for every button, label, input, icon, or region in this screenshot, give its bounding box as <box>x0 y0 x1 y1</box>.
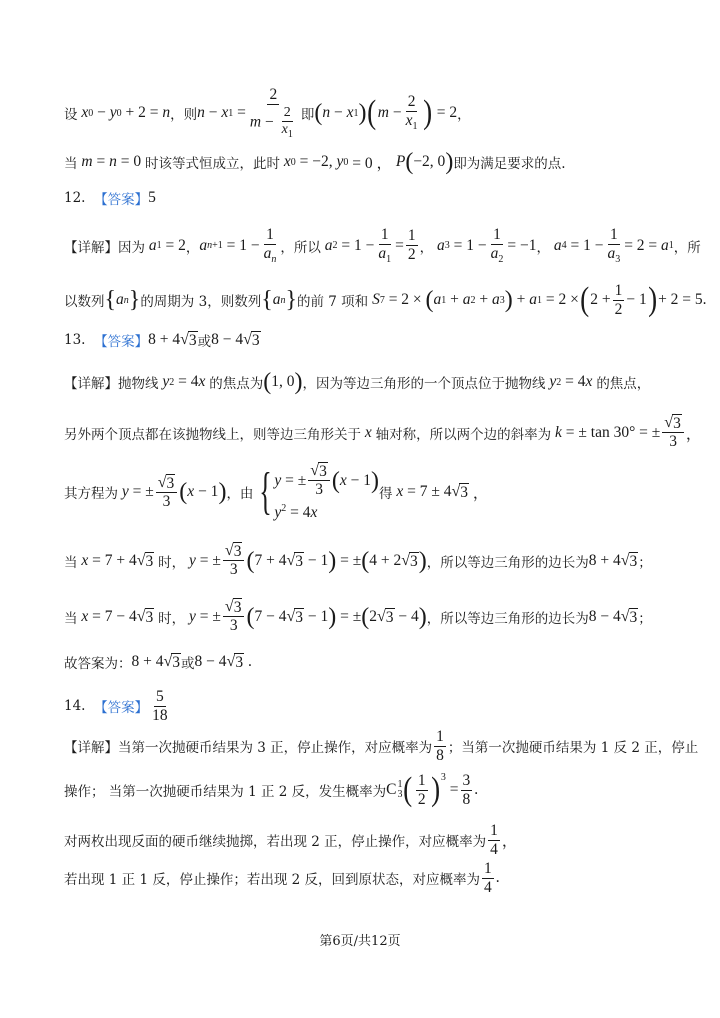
equation: $\frac{1}{8}$ <box>436 728 444 764</box>
equation-system: { y = ± √ 3 3 ( x − 1 ) $y^2 = 4x$ <box>259 462 379 522</box>
q13-detail-line-1: 【详解】抛物线 y 2 = 4 x 的焦点为 ( 1, 0 ) ，因为等边三角形的一个顶点位于抛物线 y 2 = 4 x 的焦点， <box>64 369 651 395</box>
equation: ( n − x 1 ) ( m − $\frac{2}{x_1}$ ) = 2 <box>314 93 458 133</box>
equation: x = 7 + 4 √ 3 <box>81 551 154 570</box>
equation: a 2 = 1 − $\frac{1}{a_1}$ = $\frac{1}{2}$ <box>324 226 416 265</box>
q12-detail-line-2: 以数列 { a n } 的周期为 3，则数列 { a n } 的前 7 项和 S 7 = 2 × ( a 1 + a 2 + a 3 ) + a 1 = 2 × ( 2 + $\frac{1}{2}$ − 1 ) + 2 = 5. <box>64 281 707 319</box>
equation: 8 − 4 √ 3 <box>588 607 638 626</box>
equation: 8 + 4 √ 3 <box>588 551 638 570</box>
q14-detail-line-3: 对两枚出现反面的硬币继续抛掷，若出现 2 正，停止操作，对应概率为 $\frac{1}{4}$ ， <box>64 822 518 858</box>
equation: $\frac{1}{4}$ ， <box>490 822 518 858</box>
answer-value: 8 + 4 √ 3 <box>148 330 197 349</box>
equation: { a n } <box>261 287 298 314</box>
equation: y 2 = 4 x <box>549 373 593 390</box>
answer-label: 【答案】 <box>94 700 149 717</box>
equation: m = n = 0 <box>81 153 145 170</box>
equation: y = ± √ 3 3 ( 7 − 4 √ 3 − 1 ) = ± ( 2 √ 3 − 4 ) <box>189 598 427 635</box>
q13-detail-line-5: 当 x = 7 − 4 √ 3 时， y = ± √ 3 3 ( 7 − 4 √ 3 − 1 ) = ± ( 2 √ 3 − 4 ) ，所以等边三角形的边长为 8 − 4 √ 3 ； <box>64 598 652 635</box>
answer-label: 【答案】 <box>94 334 149 350</box>
q13-detail-line-3: 其方程为 y = ± √ 3 3 ( x − 1 ) ，由 { y = ± √ 3 3 ( x − 1 ) $y^2 = 4x$ 得 x = 7 ± 4 √ 3 ， <box>64 462 489 522</box>
q13-conclusion: 故答案为： 8 + 4 √ 3 或 8 − 4 √ 3 . <box>64 652 252 672</box>
equation: C 1 3 ( $\frac{1}{2}$ ) $^3$ = $\frac{3}{8}$ . <box>386 771 479 809</box>
q13-detail-line-4: 当 x = 7 + 4 √ 3 时， y = ± √ 3 3 ( 7 + 4 √ 3 − 1 ) = ± ( 4 + 2 √ 3 ) ，所以等边三角形的边长为 8 + 4 √ 3 ； <box>64 542 652 579</box>
equation: a 1 = 2 <box>148 236 186 254</box>
answer-value: $\frac{5}{18}$ <box>152 688 168 724</box>
equation: x 0 = −2, y 0 = 0 ， P ( −2, 0 ) <box>283 149 454 175</box>
equation: x 0 − y 0 + 2 = n <box>81 104 171 122</box>
q14-detail-line-1: 【详解】当第一次抛硬币结果为 3 正，停止操作，对应概率为 $\frac{1}{8}$ ；当第一次抛硬币结果为 1 反 2 正，停止 <box>64 728 699 764</box>
equation: x = 7 ± 4 √ 3 ， <box>396 483 489 503</box>
equation: a n+1 = 1 − $\frac{1}{a_n}$ <box>199 226 277 265</box>
answer-label: 【答案】 <box>94 192 149 208</box>
q14-answer-line: 14. 【答案】 $\frac{5}{18}$ <box>64 688 680 725</box>
q12-detail-line-1: 【详解】因为 a 1 = 2 ， a n+1 = 1 − $\frac{1}{a_n}$ ，所以 a 2 = 1 − $\frac{1}{a_1}$ = $\frac{1}{2}$ ， a 3 = 1 − $\frac{1}{a_2}$ = −1 ， a 4 = 1 − $\frac{1}{a_3}$ = 2 = a 1 ，所 <box>64 226 701 265</box>
equation: k = ± tan 30° = ± √ 3 3 ， <box>555 414 702 451</box>
derivation-line-2: 当 m = n = 0 时该等式恒成立，此时 x 0 = −2, y 0 = 0 ， P ( −2, 0 ) 即为满足要求的点. <box>64 149 566 175</box>
equation: y 2 = 4 x <box>162 373 206 390</box>
equation: ( 1, 0 ) <box>263 369 303 395</box>
equation: 8 + 4 √ 3 <box>131 652 181 671</box>
equation: { a n } <box>104 287 141 314</box>
equation: n − x 1 = 2 m − $\frac{2}{x_1}$ <box>197 86 293 140</box>
equation: y = ± √ 3 3 ( x − 1 ) <box>121 473 227 510</box>
equation: y = ± √ 3 3 ( 7 + 4 √ 3 − 1 ) = ± ( 4 + 2 √ 3 ) <box>189 542 427 579</box>
equation: a 3 = 1 − $\frac{1}{a_2}$ = −1 <box>436 226 537 265</box>
answer-value: 8 − 4 √ 3 <box>211 330 260 349</box>
equation: a 4 = 1 − $\frac{1}{a_3}$ = 2 = a 1 <box>553 226 674 265</box>
q14-detail-line-4: 若出现 1 正 1 反，停止操作；若出现 2 反，回到原状态，对应概率为 $\frac{1}{4}$ . <box>64 860 500 896</box>
q12-answer-line: 12. 【答案】 5 <box>64 189 156 208</box>
page-footer: 第6页/共12页 <box>319 934 401 949</box>
q14-detail-line-2: 操作； 当第一次抛硬币结果为 1 正 2 反，发生概率为 C 1 3 ( $\frac{1}{2}$ ) $^3$ = $\frac{3}{8}$ . <box>64 771 479 809</box>
equation: $\frac{1}{4}$ . <box>484 860 500 896</box>
equation: x = 7 − 4 √ 3 <box>81 607 154 626</box>
equation: 8 − 4 √ 3 . <box>194 652 252 671</box>
q13-detail-line-2: 另外两个顶点都在该抛物线上，则等边三角形关于 x 轴对称，所以两个边的斜率为 k = ± tan 30° = ± √ 3 3 ， <box>64 414 702 451</box>
derivation-line-1: 设 x 0 − y 0 + 2 = n ，则 n − x 1 = 2 m − $\frac{2}{x_1}$ 即 ( n − x 1 ) ( m − $\frac{2}{x_1}$ ) = 2 ， <box>64 86 471 140</box>
equation: S 7 = 2 × ( a 1 + a 2 + a 3 ) + a 1 = 2 × ( 2 + $\frac{1}{2}$ − 1 ) + 2 = 5. <box>372 281 707 319</box>
q13-answer-line: 13. 【答案】 8 + 4 √ 3 或 8 − 4 √ 3 <box>64 330 260 350</box>
answer-value: 5 <box>148 189 156 206</box>
